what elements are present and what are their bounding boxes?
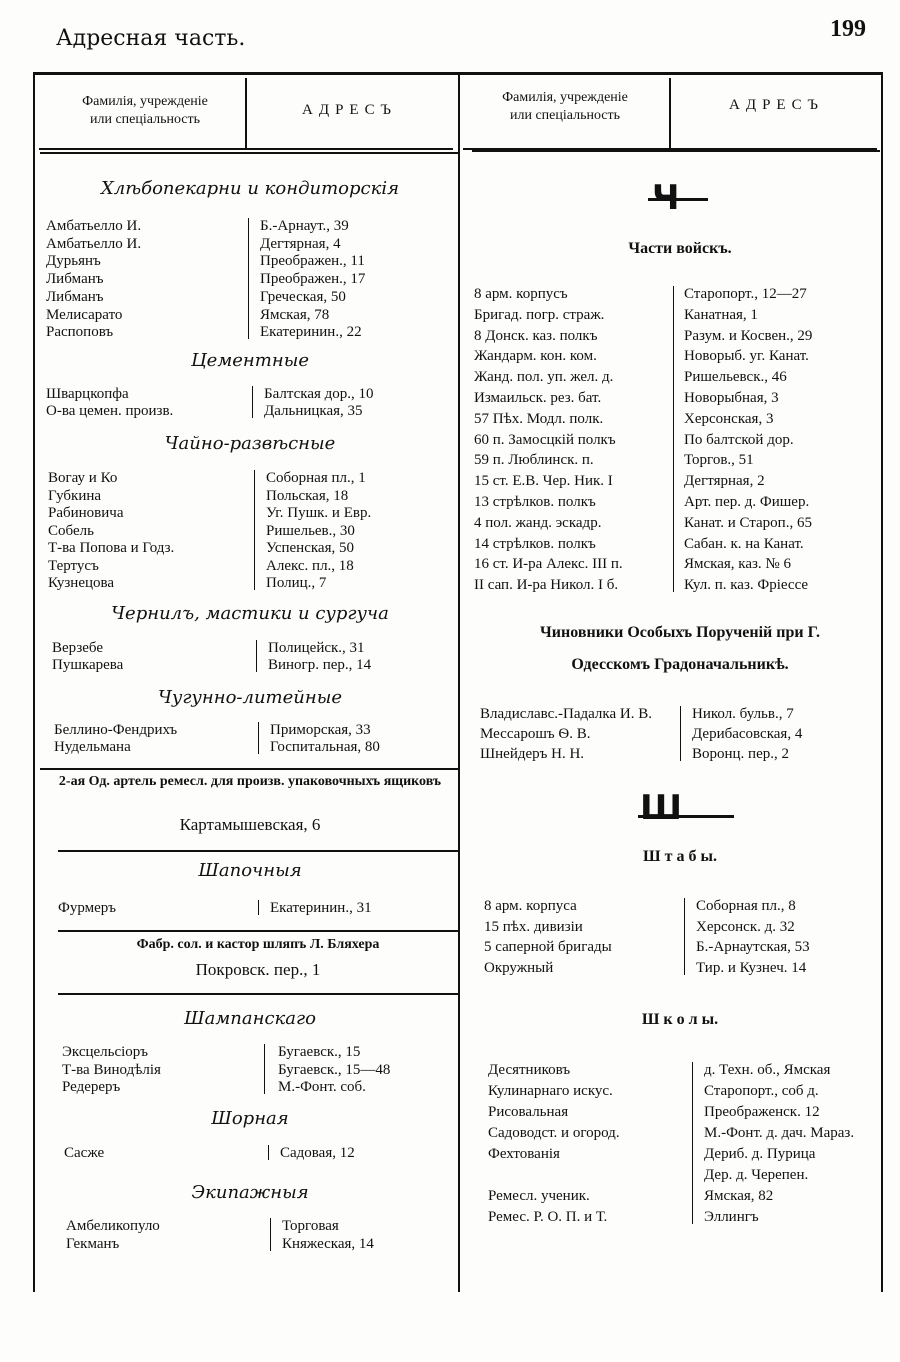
r4-row-name: Фехтованія bbox=[488, 1146, 560, 1162]
s7-row-address: Бугаевск., 15—48 bbox=[278, 1061, 391, 1078]
letter-che: Ч bbox=[652, 178, 682, 218]
s9-row-address: Княжеская, 14 bbox=[282, 1235, 374, 1252]
s7-title: Шампанскаго bbox=[184, 1008, 316, 1029]
r3-row-address: Тир. и Кузнеч. 14 bbox=[696, 959, 807, 976]
r1-row-address: Ямская, каз. № 6 bbox=[684, 556, 791, 573]
r2-row-name: Владиславс.-Падалка И. В. bbox=[480, 706, 652, 722]
r1-row-name: Жанд. пол. уп. жел. д. bbox=[474, 369, 614, 386]
r1-row-name: 8 Донск. каз. полкъ bbox=[474, 327, 598, 344]
fabr-address: Покровск. пер., 1 bbox=[195, 960, 321, 979]
r4-row-name: Рисовальная bbox=[488, 1104, 569, 1120]
r4-row-address: Ямская, 82 bbox=[704, 1188, 774, 1204]
left-border bbox=[33, 72, 35, 1292]
page-number: 199 bbox=[830, 16, 866, 42]
s1-row-address: Преображен., 17 bbox=[260, 271, 366, 288]
s3-row-name: Собель bbox=[48, 522, 94, 539]
r3-row-address: Б.-Арнаутская, 53 bbox=[696, 939, 810, 955]
s4-row-divider bbox=[256, 640, 257, 672]
r1-row-name: 14 стрѣлков. полкъ bbox=[474, 535, 596, 552]
s3-row-address: Ришельев., 30 bbox=[266, 522, 355, 539]
r4-row-address: Дер. д. Черепен. bbox=[704, 1167, 809, 1183]
s3-row-address: Соборная пл., 1 bbox=[266, 470, 366, 486]
s3-row-address: Полиц., 7 bbox=[266, 575, 327, 591]
s6-row-divider bbox=[258, 900, 259, 915]
s1-row-name: Либманъ bbox=[46, 271, 104, 288]
right-name-header bbox=[470, 89, 660, 125]
s1-row-address: Греческая, 50 bbox=[260, 288, 346, 305]
right-header-divider bbox=[669, 78, 671, 148]
r4-row-address: М.-Фонт. д. дач. Мараз. bbox=[704, 1125, 855, 1141]
s1-row-name: Либманъ bbox=[46, 288, 104, 305]
s3-row-address: Успенская, 50 bbox=[266, 540, 354, 556]
r2-row-divider bbox=[680, 706, 681, 761]
s2-title: Цементные bbox=[190, 350, 310, 371]
s3-row-name: Губкина bbox=[48, 487, 102, 504]
r2-row-name: Мессарошъ Ѳ. В. bbox=[480, 726, 591, 742]
r1-row-name: 4 пол. жанд. эскадр. bbox=[474, 514, 602, 531]
s9-title: Экипажныя bbox=[191, 1182, 309, 1203]
s4-row-address: Полицейск., 31 bbox=[268, 640, 365, 656]
right-rule-top bbox=[472, 150, 880, 152]
r3-row-name: 8 арм. корпуса bbox=[484, 898, 577, 914]
s8-title: Шорная bbox=[211, 1108, 289, 1129]
letter-sha: Ш bbox=[640, 788, 691, 828]
left-name-header-line1: Фамилія, учрежденіе bbox=[82, 94, 208, 109]
s1-row-address: Ямская, 78 bbox=[260, 306, 330, 323]
s8-row-address: Садовая, 12 bbox=[280, 1145, 355, 1161]
s5-row-divider bbox=[258, 722, 259, 754]
s1-row-name: Амбатьелло И. bbox=[46, 235, 142, 252]
right-name-header-line1: Фамилія, учрежденіе bbox=[502, 90, 628, 105]
left-rule-top bbox=[40, 152, 458, 154]
fabr-title: Фабр. сол. и кастор шляпъ Л. Бляхера bbox=[136, 937, 380, 952]
r1-row-address: Кул. п. каз. Фріессе bbox=[684, 577, 809, 594]
s9-row-name: Гекманъ bbox=[66, 1235, 120, 1252]
r2-title1: Чиновники Особыхъ Порученій при Г. bbox=[540, 624, 820, 641]
r1-row-address: Новорыб. уг. Канат. bbox=[684, 348, 809, 365]
r1-row-address: Дегтярная, 2 bbox=[684, 473, 765, 490]
s7-row-divider bbox=[264, 1044, 265, 1094]
r3-row-name: 15 пѣх. дивизіи bbox=[484, 918, 583, 935]
r2-row-address: Никол. бульв., 7 bbox=[692, 706, 794, 722]
r1-row-address: Херсонская, 3 bbox=[684, 410, 774, 427]
r4-row-name: Ремесл. ученик. bbox=[488, 1188, 590, 1204]
s5-row-address: Госпитальная, 80 bbox=[270, 739, 380, 755]
r4-row-name: Ремес. Р. О. П. и Т. bbox=[488, 1209, 608, 1225]
s5-row-name: Беллино-Фендрихъ bbox=[54, 722, 178, 738]
r1-row-address: Сабан. к. на Канат. bbox=[684, 535, 804, 552]
s1-row-name: Дурьянъ bbox=[46, 253, 101, 270]
s1-row-address: Б.-Арнаут., 39 bbox=[260, 218, 349, 234]
r4-row-address: Старопорт., соб д. bbox=[704, 1083, 819, 1099]
s4-row-name: Верзебе bbox=[52, 640, 104, 656]
left-header-rule bbox=[39, 148, 453, 150]
r1-row-address: Канатная, 1 bbox=[684, 306, 758, 323]
s1-row-name: Распоповъ bbox=[46, 324, 114, 341]
s5-title: Чугунно-литейные bbox=[157, 687, 343, 708]
artel-address: Картамышевская, 6 bbox=[179, 815, 321, 834]
r4-row-address: Преображенск. 12 bbox=[704, 1104, 820, 1120]
s3-row-address: Уг. Пушк. и Евр. bbox=[266, 505, 372, 521]
r3-row-address: Херсонск. д. 32 bbox=[696, 918, 795, 935]
r1-row-address: Арт. пер. д. Фишер. bbox=[684, 494, 810, 510]
s2-row-divider bbox=[252, 386, 253, 418]
s7-row-name: Редереръ bbox=[62, 1079, 121, 1095]
r1-row-address: Новорыбная, 3 bbox=[684, 390, 779, 406]
r3-row-name: 5 саперной бригады bbox=[484, 939, 612, 955]
s3-row-address: Алекс. пл., 18 bbox=[266, 557, 354, 574]
r3-row-address: Соборная пл., 8 bbox=[696, 898, 796, 914]
s3-row-name: Вогау и Ко bbox=[48, 470, 118, 486]
r2-row-address: Воронц. пер., 2 bbox=[692, 746, 789, 762]
s8-row-name: Сасже bbox=[64, 1145, 105, 1161]
r1-row-name: 59 п. Люблинск. п. bbox=[474, 452, 594, 469]
s2-row-address: Дальницкая, 35 bbox=[264, 403, 363, 419]
s6-row-name: Фурмеръ bbox=[58, 900, 117, 916]
s3-row-divider bbox=[254, 470, 255, 590]
r4-row-divider bbox=[692, 1062, 693, 1224]
left-name-header bbox=[50, 93, 240, 129]
s3-row-name: Рабиновича bbox=[48, 505, 124, 521]
s2-row-address: Балтская дор., 10 bbox=[264, 386, 374, 402]
s2-row-name: О-ва цемен. произв. bbox=[46, 403, 174, 419]
left-rule-s6 bbox=[58, 850, 458, 852]
r2-row-name: Шнейдеръ Н. Н. bbox=[480, 746, 585, 762]
s1-row-address: Преображен., 11 bbox=[260, 253, 365, 270]
s1-row-address: Екатеринин., 22 bbox=[260, 324, 362, 341]
letter-sha-underline bbox=[638, 815, 734, 818]
r4-row-address: Эллингъ bbox=[704, 1209, 759, 1225]
s7-row-address: Бугаевск., 15 bbox=[278, 1044, 361, 1060]
left-rule-fabr bbox=[58, 930, 458, 932]
r1-row-name: 57 Пѣх. Модл. полк. bbox=[474, 410, 604, 427]
s3-row-name: Тертусъ bbox=[48, 557, 99, 574]
left-rule-s7 bbox=[58, 993, 458, 995]
s1-title: Хлѣбопекарни и кондиторскія bbox=[100, 178, 400, 199]
right-name-header-line2: или спеціальность bbox=[509, 108, 621, 123]
r4-row-address: д. Техн. об., Ямская bbox=[704, 1062, 831, 1078]
s6-title: Шапочныя bbox=[198, 860, 302, 881]
r2-title2: Одесскомъ Градоначальникѣ. bbox=[571, 656, 789, 673]
r1-row-name: Измаильск. рез. бат. bbox=[474, 390, 602, 406]
s7-row-name: Эксцельсіоръ bbox=[62, 1044, 149, 1060]
s6-row-address: Екатеринин., 31 bbox=[270, 900, 372, 916]
s1-row-address: Дегтярная, 4 bbox=[260, 235, 341, 252]
r1-row-name: 8 арм. корпусъ bbox=[474, 286, 568, 302]
left-rule-artel-top bbox=[40, 768, 458, 770]
r3-row-divider bbox=[684, 898, 685, 975]
s5-row-address: Приморская, 33 bbox=[270, 722, 371, 738]
s9-row-name: Амбеликопуло bbox=[66, 1218, 160, 1234]
r1-row-name: 15 ст. Е.В. Чер. Ник. I bbox=[474, 473, 613, 490]
left-name-header-line2: или спеціальность bbox=[89, 112, 201, 127]
s4-title: Чернилъ, мастики и сургуча bbox=[111, 603, 389, 624]
s4-row-name: Пушкарева bbox=[52, 657, 124, 673]
letter-che-underline bbox=[648, 198, 708, 201]
s3-row-name: Кузнецова bbox=[48, 575, 115, 591]
r1-row-name: Жандарм. кон. ком. bbox=[474, 348, 597, 365]
r1-title: Части войскъ. bbox=[628, 240, 732, 257]
s3-row-name: Т-ва Попова и Годз. bbox=[48, 540, 175, 556]
r4-row-name: Кулинарнаго искус. bbox=[488, 1083, 613, 1099]
s8-row-divider bbox=[268, 1145, 269, 1160]
right-address-header: АДРЕСЪ bbox=[729, 97, 824, 113]
s5-row-name: Нудельмана bbox=[54, 739, 131, 755]
r3-row-name: Окружный bbox=[484, 959, 554, 976]
s1-row-name: Амбатьелло И. bbox=[46, 218, 142, 234]
s9-row-address: Торговая bbox=[282, 1218, 339, 1234]
r1-row-name: II сап. И-ра Никол. I б. bbox=[474, 577, 619, 594]
r1-row-name: 13 стрѣлков. полкъ bbox=[474, 494, 596, 510]
r1-row-address: Разум. и Косвен., 29 bbox=[684, 327, 813, 344]
s3-row-address: Польская, 18 bbox=[266, 487, 349, 504]
r1-row-address: Старопорт., 12—27 bbox=[684, 286, 807, 302]
r1-row-name: Бригад. погр. страж. bbox=[474, 306, 605, 323]
r4-row-name: Десятниковъ bbox=[488, 1062, 571, 1078]
s4-row-address: Виногр. пер., 14 bbox=[268, 657, 372, 673]
left-header-divider bbox=[245, 78, 247, 148]
r1-row-address: По балтской дор. bbox=[684, 431, 794, 448]
artel-title: 2-ая Од. артель ремесл. для произв. упаковочныхъ ящиковъ bbox=[58, 774, 442, 789]
page-section-title: Адресная часть. bbox=[56, 26, 246, 51]
r1-row-name: 60 п. Замосцкій полкъ bbox=[474, 431, 616, 448]
s1-row-divider bbox=[248, 218, 249, 339]
r1-row-address: Торгов., 51 bbox=[684, 452, 754, 469]
r3-title: Ш т а б ы. bbox=[643, 848, 717, 865]
r1-row-address: Ришельевск., 46 bbox=[684, 369, 787, 386]
s3-title: Чайно-развѣсные bbox=[164, 433, 336, 454]
s2-row-name: Шварцкопфа bbox=[46, 386, 129, 402]
r4-row-address: Дериб. д. Пурица bbox=[704, 1146, 816, 1162]
r4-row-name: Садоводст. и огород. bbox=[488, 1125, 620, 1141]
r1-row-address: Канат. и Староп., 65 bbox=[684, 514, 812, 531]
s7-row-name: Т-ва Винодѣлія bbox=[62, 1061, 161, 1078]
r1-row-name: 16 ст. И-ра Алекс. III п. bbox=[474, 556, 623, 573]
r2-row-address: Дерибасовская, 4 bbox=[692, 726, 803, 742]
left-address-header: АДРЕСЪ bbox=[302, 102, 397, 118]
s1-row-name: Мелисарато bbox=[46, 306, 123, 323]
s9-row-divider bbox=[270, 1218, 271, 1251]
r4-title: Ш к о л ы. bbox=[641, 1011, 719, 1028]
r1-row-divider bbox=[673, 286, 674, 592]
s7-row-address: М.-Фонт. соб. bbox=[278, 1079, 366, 1095]
